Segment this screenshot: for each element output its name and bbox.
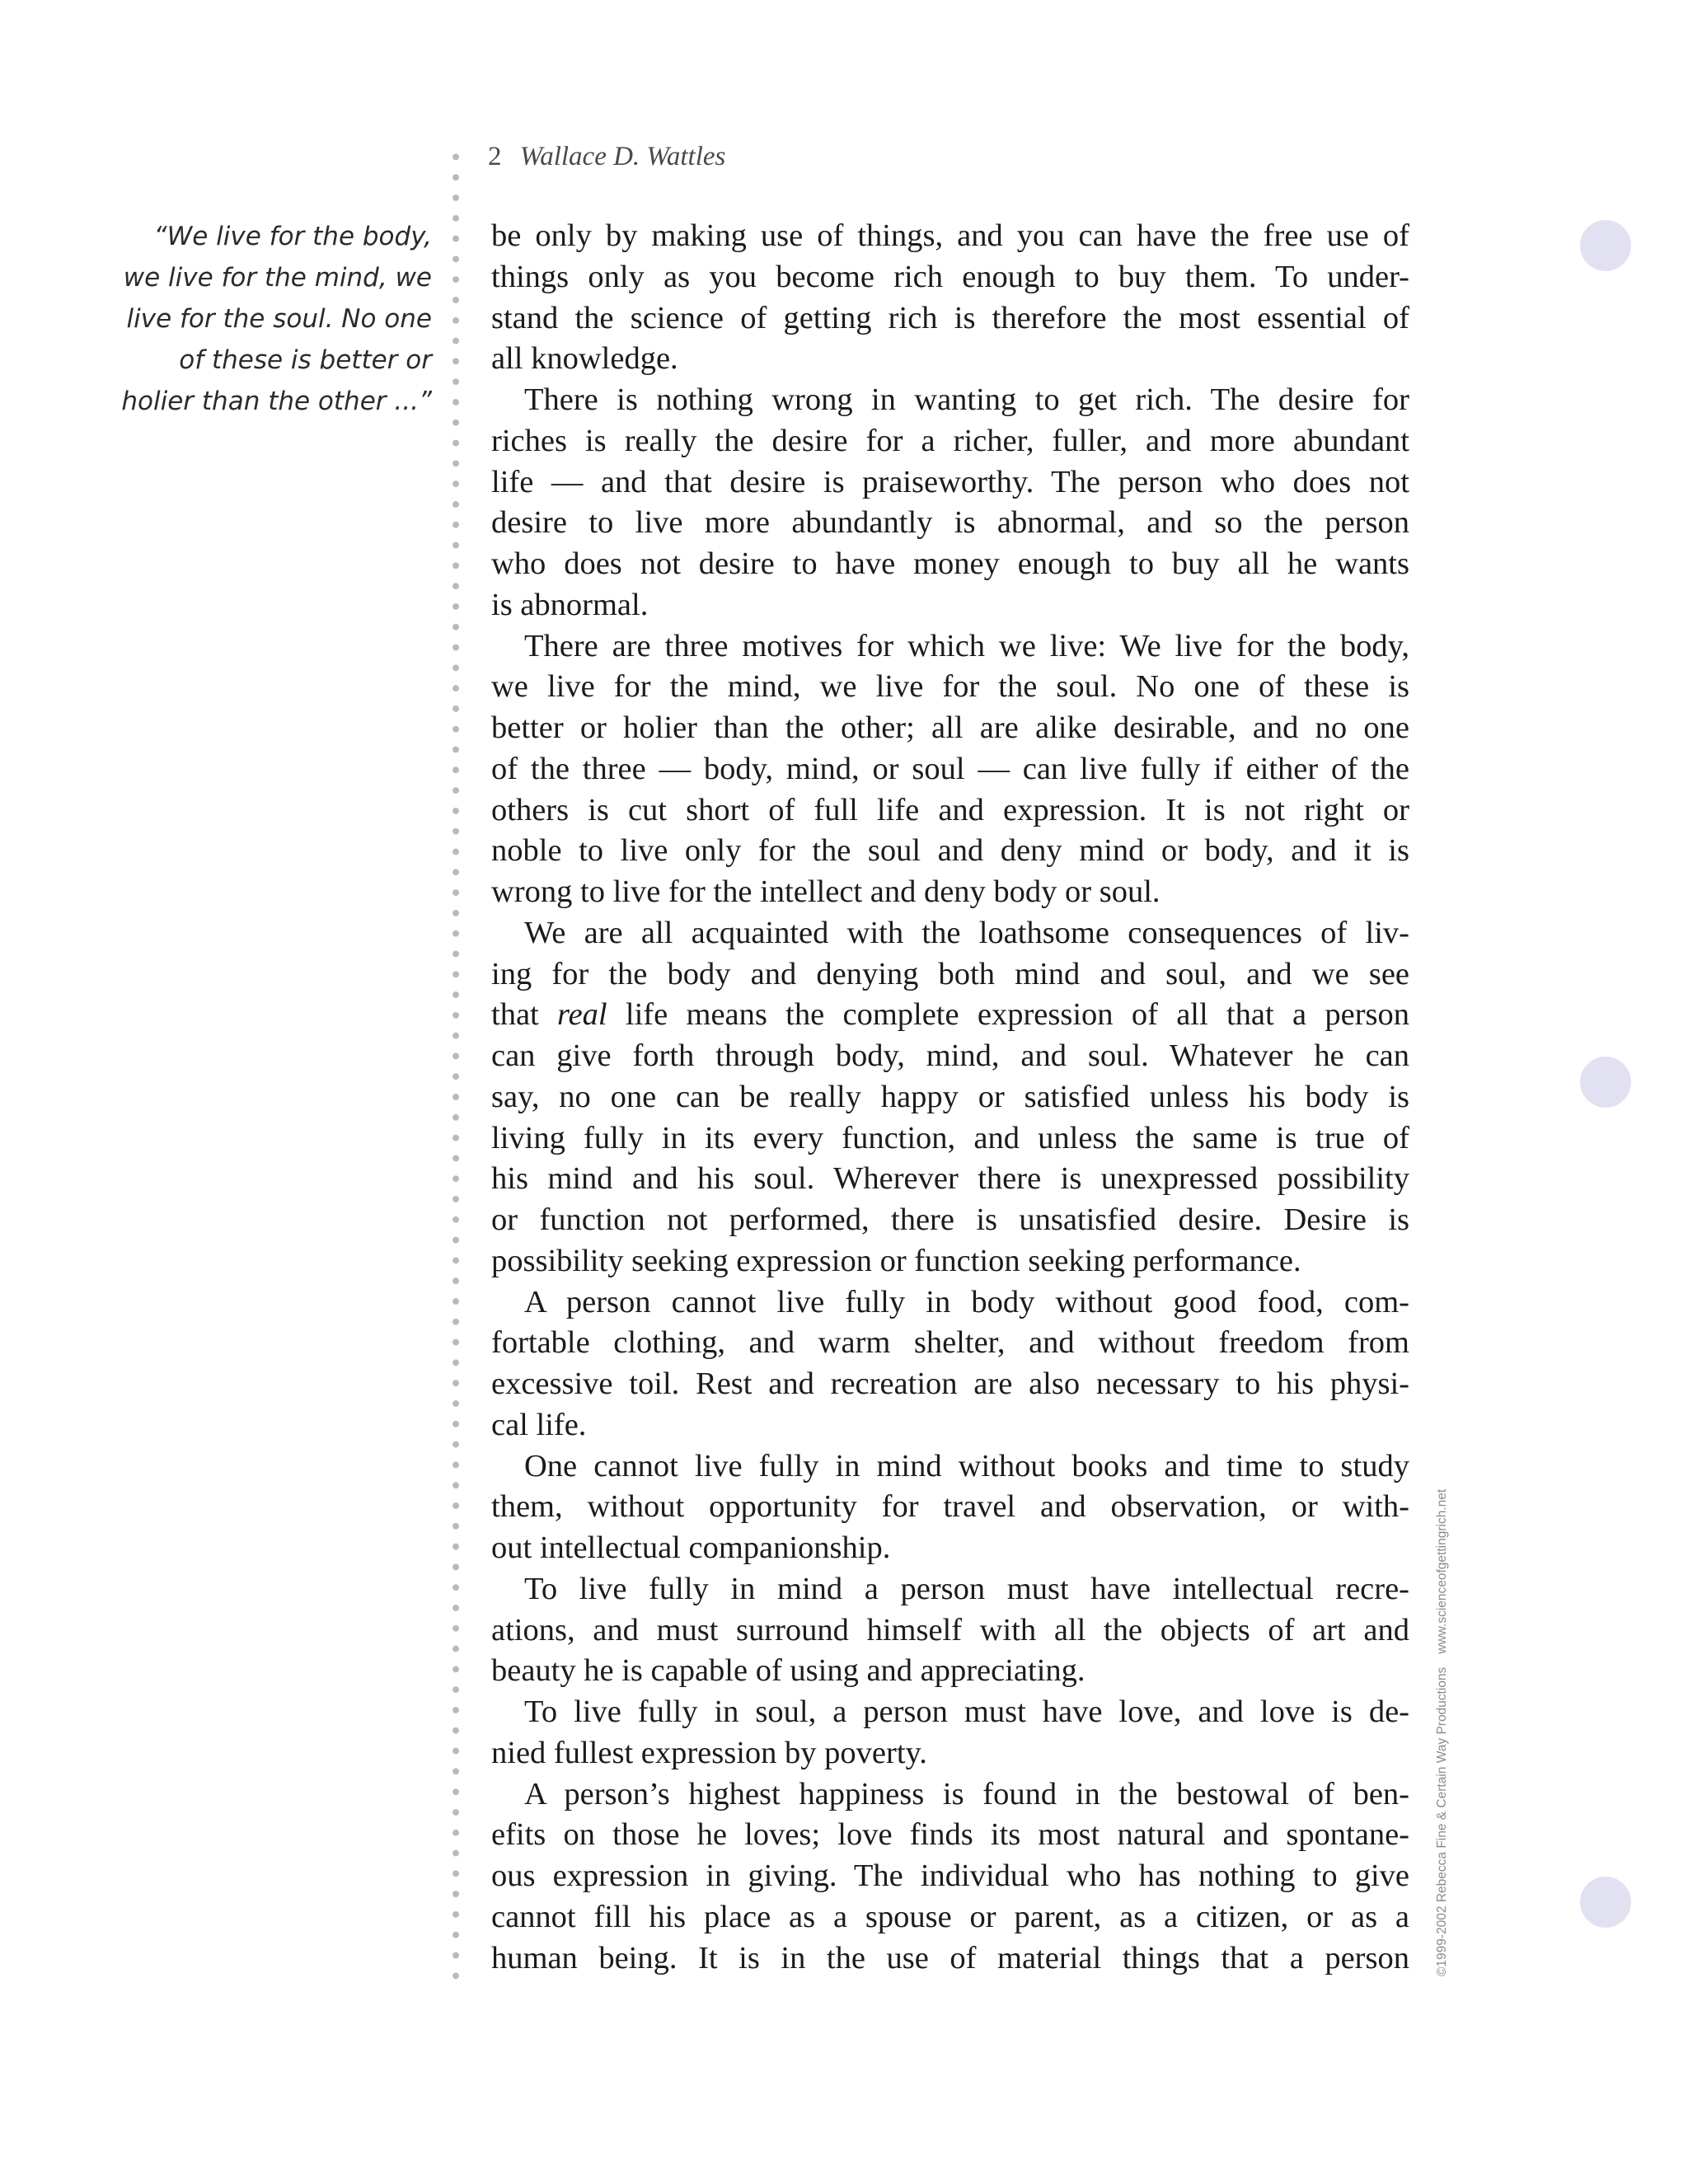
binder-hole bbox=[1580, 1057, 1631, 1108]
text-line: or function not performed, there is unsatisfied desire. Desire is bbox=[491, 1202, 1409, 1237]
text-line: of the three — body, mind, or soul — can live fully if either of the bbox=[491, 751, 1409, 786]
text-line: There is nothing wrong in wanting to get rich. The desire for bbox=[524, 382, 1409, 417]
text-line: is abnormal. bbox=[491, 587, 649, 622]
text-line: human being. It is in the use of material things that a person bbox=[491, 1940, 1409, 1975]
page-number: 2 bbox=[488, 142, 502, 171]
text-line: A person cannot live fully in body without good food, com- bbox=[524, 1284, 1409, 1319]
text-line: cannot fill his place as a spouse or parent, as a citizen, or as a bbox=[491, 1899, 1409, 1934]
emphasis-real: real bbox=[557, 997, 607, 1033]
text-line: out intellectual companionship. bbox=[491, 1530, 891, 1565]
text-line: riches is really the desire for a richer, fuller, and more abundant bbox=[491, 423, 1409, 458]
dotted-margin-rule bbox=[452, 147, 460, 1983]
pull-quote-line: “We live for the body, bbox=[153, 222, 432, 251]
text-line: things only as you become rich enough to buy them. To under- bbox=[491, 259, 1409, 294]
text-line: all knowledge. bbox=[491, 341, 678, 377]
text-line: There are three motives for which we live: We live for the body, bbox=[524, 628, 1409, 663]
pull-quote-line: we live for the mind, we bbox=[123, 263, 432, 293]
text-line: ous expression in giving. The individual who has nothing to give bbox=[491, 1858, 1409, 1893]
text-line bbox=[491, 995, 1409, 1036]
text-line: living fully in its every function, and unless the same is true of bbox=[491, 1120, 1409, 1155]
binder-hole bbox=[1580, 220, 1631, 271]
copyright-notice bbox=[1435, 1441, 1450, 1976]
text-line: others is cut short of full life and expression. It is not right or bbox=[491, 792, 1409, 827]
pull-quote-line: of these is better or bbox=[179, 345, 432, 375]
sidebar-pull-quote bbox=[99, 216, 432, 422]
text-line: desire to live more abundantly is abnormal, and so the person bbox=[491, 505, 1409, 541]
running-head bbox=[488, 142, 725, 172]
text-line: We are all acquainted with the loathsome consequences of liv- bbox=[524, 915, 1409, 950]
text-line: One cannot live fully in mind without books and time to study bbox=[524, 1448, 1409, 1483]
text-line: noble to live only for the soul and deny mind or body, and it is bbox=[491, 833, 1409, 869]
text-line: his mind and his soul. Wherever there is unexpressed possibility bbox=[491, 1161, 1409, 1197]
text-line: A person’s highest happiness is found in the bestowal of ben- bbox=[524, 1776, 1409, 1811]
text-line: who does not desire to have money enough to buy all he wants bbox=[491, 546, 1409, 581]
text-line: better or holier than the other; all are alike desirable, and no one bbox=[491, 710, 1409, 745]
text-line: beauty he is capable of using and appreciating. bbox=[491, 1653, 1085, 1689]
text-line: stand the science of getting rich is therefore the most essential of bbox=[491, 300, 1409, 335]
text-line: cal life. bbox=[491, 1407, 587, 1442]
copyright-text: ©1999-2002 Rebecca Fine & Certain Way Productions bbox=[1435, 1666, 1449, 1976]
pull-quote-line: live for the soul. No one bbox=[126, 304, 432, 334]
text-line: To live fully in mind a person must have intellectual recre- bbox=[524, 1571, 1409, 1606]
text-line: life — and that desire is praiseworthy. The person who does not bbox=[491, 464, 1409, 499]
text-line: fortable clothing, and warm shelter, and without freedom from bbox=[491, 1325, 1409, 1361]
text-line: ations, and must surround himself with all the objects of art and bbox=[491, 1612, 1409, 1647]
text-segment: that bbox=[491, 997, 558, 1033]
text-line: ing for the body and denying both mind and soul, and we see bbox=[491, 956, 1409, 991]
text-segment: life means the complete expression of all that a person bbox=[607, 997, 1410, 1033]
text-line: can give forth through body, mind, and soul. Whatever he can bbox=[491, 1038, 1409, 1073]
body-text bbox=[491, 216, 1409, 1979]
text-line: them, without opportunity for travel and observation, or with- bbox=[491, 1489, 1409, 1525]
text-line: To live fully in soul, a person must have love, and love is de- bbox=[524, 1694, 1409, 1729]
text-line: excessive toil. Rest and recreation are also necessary to his physi- bbox=[491, 1366, 1409, 1401]
text-line: nied fullest expression by poverty. bbox=[491, 1735, 927, 1770]
text-line: be only by making use of things, and you can have the free use of bbox=[491, 218, 1409, 253]
text-line: wrong to live for the intellect and deny body or soul. bbox=[491, 874, 1160, 909]
website-text: www.scienceofgettingrich.net bbox=[1435, 1488, 1449, 1654]
text-line: say, no one can be really happy or satisfied unless his body is bbox=[491, 1079, 1409, 1114]
binder-hole bbox=[1580, 1877, 1631, 1928]
text-line: we live for the mind, we live for the soul. No one of these is bbox=[491, 669, 1409, 705]
pull-quote-line: holier than the other ...” bbox=[121, 387, 432, 416]
text-line: efits on those he loves; love finds its most natural and spontane- bbox=[491, 1817, 1409, 1853]
running-head-author: Wallace D. Wattles bbox=[519, 142, 726, 171]
text-line: possibility seeking expression or function seeking performance. bbox=[491, 1243, 1301, 1278]
